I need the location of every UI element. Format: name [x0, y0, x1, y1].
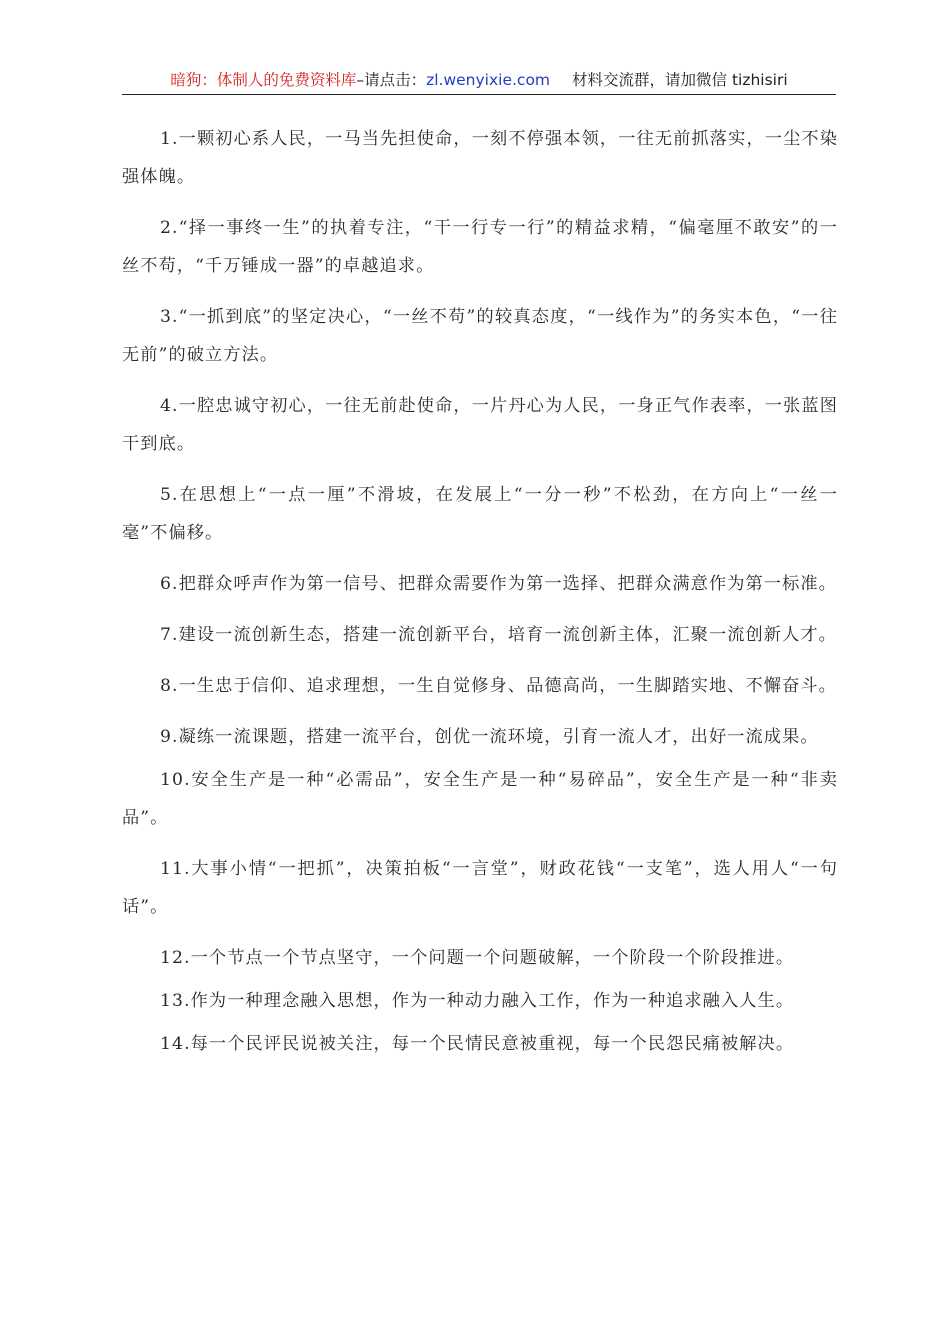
list-item: 3.“一抓到底”的坚定决心，“一丝不苟”的较真态度，“一线作为”的务实本色，“一往无前”的破立方法。 — [122, 307, 838, 365]
header-wechat-note: 材料交流群，请加微信 tizhisiri — [572, 71, 788, 89]
header-prompt: –请点击： — [356, 71, 427, 89]
page-header — [122, 66, 836, 95]
list-item: 2.“择一事终一生”的执着专注，“干一行专一行”的精益求精，“偏毫厘不敢安”的一丝不苟，“千万锤成一器”的卓越追求。 — [122, 218, 838, 276]
list-item: 1.一颗初心系人民，一马当先担使命，一刻不停强本领，一往无前抓落实，一尘不染强体魄。 — [122, 129, 838, 187]
list-item: 10.安全生产是一种“必需品”，安全生产是一种“易碎品”，安全生产是一种“非卖品”。 — [122, 770, 838, 828]
header-url-link[interactable]: zl.wenyixie.com — [426, 71, 551, 89]
list-item: 6.把群众呼声作为第一信号、把群众需要作为第一选择、把群众满意作为第一标准。 — [160, 574, 837, 594]
list-item: 9.凝练一流课题，搭建一流平台，创优一流环境，引育一流人才，出好一流成果。 — [160, 727, 819, 747]
list-item: 7.建设一流创新生态，搭建一流创新平台，培育一流创新主体，汇聚一流创新人才。 — [160, 625, 837, 645]
list-item: 8.一生忠于信仰、追求理想，一生自觉修身、品德高尚，一生脚踏实地、不懈奋斗。 — [160, 676, 837, 696]
list-item: 4.一腔忠诚守初心，一往无前赴使命，一片丹心为人民，一身正气作表率，一张蓝图干到底。 — [122, 396, 838, 454]
header-brand: 暗狗：体制人的免费资料库 — [170, 71, 357, 89]
list-item: 14.每一个民评民说被关注，每一个民情民意被重视，每一个民怨民痛被解决。 — [160, 1034, 795, 1054]
list-item: 12.一个节点一个节点坚守，一个问题一个问题破解，一个阶段一个阶段推进。 — [160, 948, 795, 968]
list-item: 13.作为一种理念融入思想，作为一种动力融入工作，作为一种追求融入人生。 — [160, 991, 795, 1011]
list-item: 5.在思想上“一点一厘”不滑坡，在发展上“一分一秒”不松劲，在方向上“一丝一毫”不偏移。 — [122, 485, 838, 543]
list-item: 11.大事小情“一把抓”，决策拍板“一言堂”，财政花钱“一支笔”，选人用人“一句话”。 — [122, 859, 838, 917]
document-body — [122, 120, 838, 1068]
